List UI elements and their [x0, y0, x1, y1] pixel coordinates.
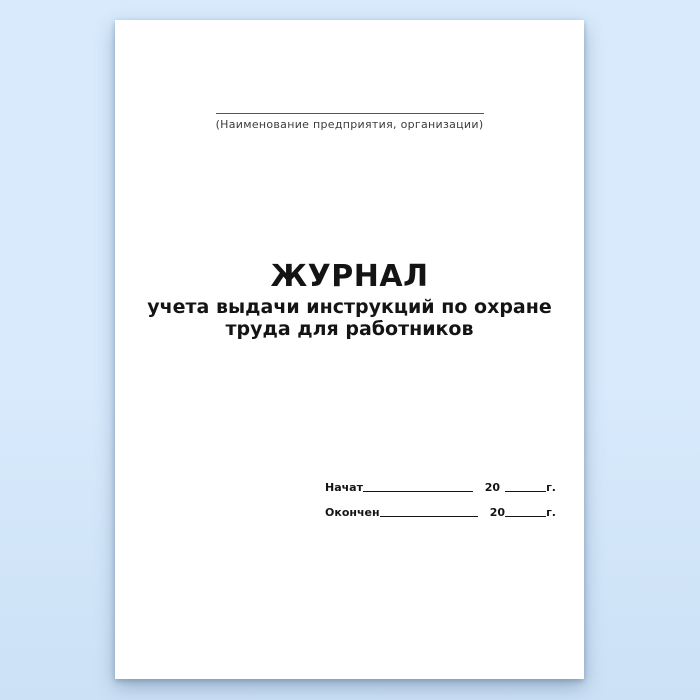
journal-subtitle: [115, 296, 584, 340]
finished-row: [325, 506, 556, 520]
started-label: Начат: [325, 481, 363, 494]
started-year-suffix: г.: [546, 481, 556, 494]
started-year-prefix: 20: [484, 481, 501, 494]
date-fields-block: [325, 481, 556, 531]
org-name-block: [115, 113, 584, 131]
journal-title: ЖУРНАЛ: [270, 259, 429, 294]
journal-subtitle-line1: учета выдачи инструкций по охране: [147, 296, 552, 318]
started-year-blank: [505, 491, 546, 492]
title-block: [115, 260, 584, 340]
org-name-blank-line: [216, 113, 484, 114]
finished-year-blank: [505, 516, 546, 517]
started-date-blank: [363, 491, 473, 492]
finished-date-blank: [380, 516, 478, 517]
journal-subtitle-line2: труда для работников: [225, 318, 474, 340]
org-name-caption: (Наименование предприятия, организации): [215, 118, 484, 131]
journal-cover-page: [115, 20, 584, 679]
finished-year-suffix: г.: [546, 506, 556, 519]
finished-label: Окончен: [325, 506, 380, 519]
finished-year-prefix: 20: [489, 506, 506, 519]
started-row: [325, 481, 556, 495]
